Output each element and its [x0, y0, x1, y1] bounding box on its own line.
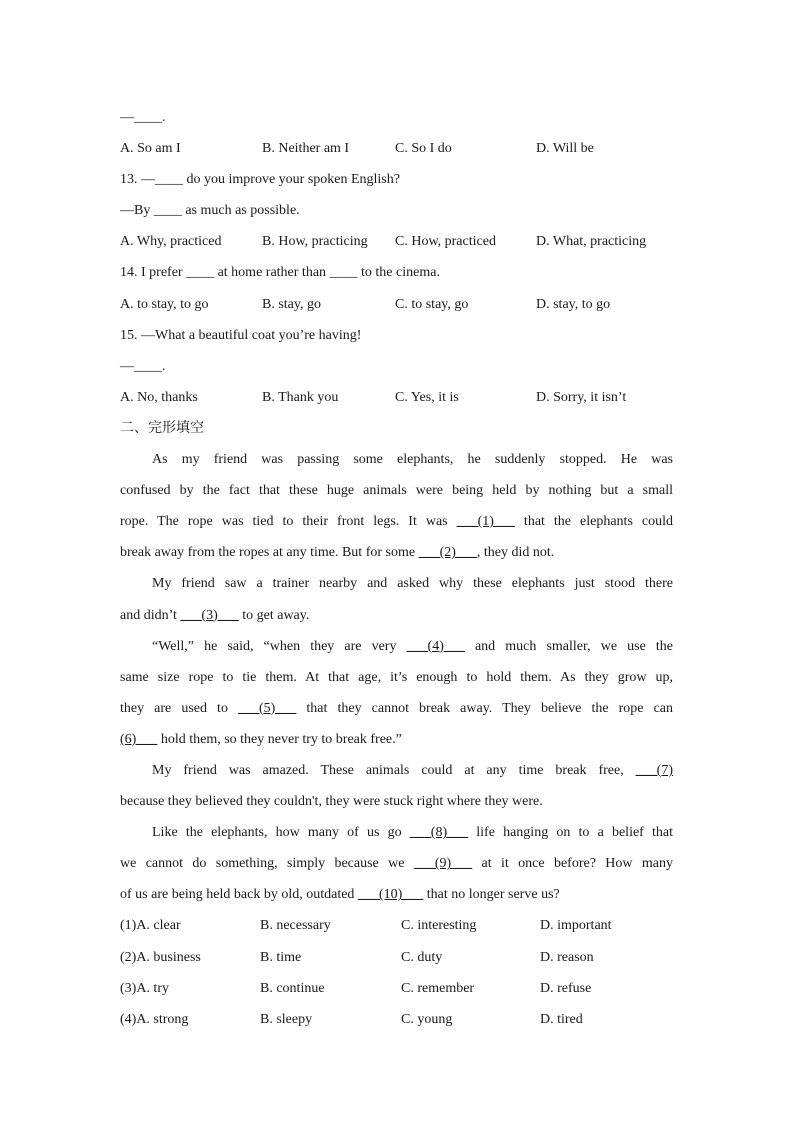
passage-paragraph-1	[120, 444, 673, 568]
option-a: A. Why, practiced	[120, 234, 222, 250]
q15-answer-line: —____.	[120, 358, 166, 374]
option-d: D. Sorry, it isn’t	[536, 389, 627, 405]
choice-a: (1)A. clear	[120, 918, 181, 934]
passage-line: confused by the fact that these huge animals were being held by nothing but a small	[120, 483, 673, 499]
choice-d: D. important	[540, 918, 612, 934]
passage-line: Like the elephants, how many of us go ___(8)___ life hanging on to a belief that	[152, 825, 673, 841]
q14-options	[120, 289, 673, 320]
choice-d: D. reason	[540, 949, 594, 965]
blank-8: ___(8)___	[409, 825, 469, 841]
blank-7: ___(7)	[635, 762, 673, 778]
passage-line: “Well,” he said, “when they are very ___(4)___ and much smaller, we use the	[152, 638, 673, 654]
option-c: C. So I do	[395, 141, 452, 157]
option-c: C. Yes, it is	[395, 389, 459, 405]
choice-row-2	[120, 942, 673, 973]
passage-line: My friend saw a trainer nearby and asked why these elephants just stood there	[152, 576, 673, 592]
option-a: A. No, thanks	[120, 389, 198, 405]
blank-1: ___(1)___	[456, 514, 515, 530]
choice-c: C. duty	[401, 949, 443, 965]
choice-c: C. interesting	[401, 918, 477, 934]
option-c: C. to stay, go	[395, 296, 469, 312]
passage-line: they are used to ___(5)___ that they cannot break away. They believe the rope can	[120, 700, 673, 716]
choice-c: C. young	[401, 1011, 453, 1027]
option-d: D. Will be	[536, 141, 594, 157]
choice-b: B. time	[260, 949, 302, 965]
q14-question: 14. I prefer ____ at home rather than ____ to the cinema.	[120, 265, 440, 281]
section-heading: 二、完形填空	[120, 419, 204, 436]
passage-line: of us are being held back by old, outdated ___(10)___ that no longer serve us?	[120, 887, 560, 903]
blank-9: ___(9)___	[413, 856, 473, 872]
option-d: D. stay, to go	[536, 296, 611, 312]
passage-line: (6)___ hold them, so they never try to break free.”	[120, 731, 402, 747]
q15-question: 15. —What a beautiful coat you’re having!	[120, 327, 362, 343]
option-a: A. So am I	[120, 141, 181, 157]
choice-row-1	[120, 910, 673, 941]
passage-line: and didn’t ___(3)___ to get away.	[120, 607, 310, 623]
blank-3: ___(3)___	[180, 607, 239, 623]
choice-a: (3)A. try	[120, 980, 169, 996]
choice-row-3	[120, 973, 673, 1004]
q15-options	[120, 382, 673, 413]
choice-b: B. sleepy	[260, 1011, 313, 1027]
q12-options	[120, 133, 673, 164]
passage-line: As my friend was passing some elephants, he suddenly stopped. He was	[152, 452, 673, 468]
blank-10: ___(10)___	[357, 887, 424, 903]
option-b: B. Thank you	[262, 389, 339, 405]
blank-2: ___(2)___	[418, 545, 477, 561]
blank-4: ___(4)___	[406, 638, 465, 654]
passage-line: because they believed they couldn't, they were stuck right where they were.	[120, 794, 543, 810]
option-b: B. Neither am I	[262, 141, 350, 157]
q13-options	[120, 226, 673, 257]
choice-d: D. refuse	[540, 980, 592, 996]
passage-line: we cannot do something, simply because we ___(9)___ at it once before? How many	[120, 856, 673, 872]
q13-question: 13. —____ do you improve your spoken English?	[120, 172, 400, 188]
passage-line: My friend was amazed. These animals could at any time break free, ___(7)	[152, 762, 673, 778]
choice-b: B. continue	[260, 980, 325, 996]
q12-answer-line: —____.	[120, 110, 166, 125]
choice-b: B. necessary	[260, 918, 331, 934]
option-b: B. How, practicing	[262, 234, 368, 250]
passage-paragraph-5	[120, 817, 673, 910]
passage-paragraph-2	[120, 568, 673, 630]
passage-line: same size rope to tie them. At that age, it’s enough to hold them. As they grow up,	[120, 669, 673, 685]
passage-paragraph-4	[120, 755, 673, 817]
passage-paragraph-3	[120, 631, 673, 755]
choice-a: (4)A. strong	[120, 1011, 189, 1027]
passage-line: break away from the ropes at any time. But for some ___(2)___, they did not.	[120, 545, 555, 561]
exam-content	[120, 102, 673, 1035]
option-c: C. How, practiced	[395, 234, 496, 250]
blank-6: (6)___	[120, 731, 158, 747]
option-a: A. to stay, to go	[120, 296, 209, 312]
choice-d: D. tired	[540, 1011, 583, 1027]
q13-reply: —By ____ as much as possible.	[120, 203, 300, 219]
option-b: B. stay, go	[262, 296, 321, 312]
choice-row-4	[120, 1004, 673, 1035]
option-d: D. What, practicing	[536, 234, 647, 250]
choice-a: (2)A. business	[120, 949, 201, 965]
blank-5: ___(5)___	[238, 700, 297, 716]
passage-line: rope. The rope was tied to their front legs. It was ___(1)___ that the elephants could	[120, 514, 673, 530]
choice-c: C. remember	[401, 980, 475, 996]
